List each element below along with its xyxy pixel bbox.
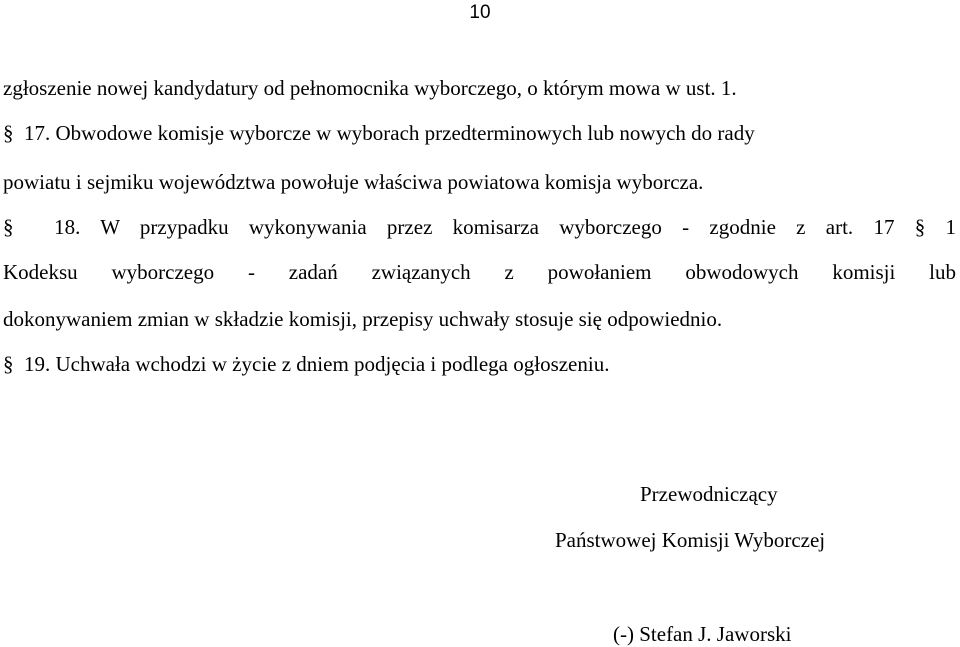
section-18-line-1 — [3, 215, 956, 239]
page-number: 10 — [469, 2, 491, 23]
section-symbol: § — [3, 121, 14, 145]
signature-institution: Państwowej Komisji Wyborczej — [555, 528, 826, 552]
section-18-text-1a: 18. W przypadku wykonywania przez komisarza wyborczego - zgodnie z art. 17 — [54, 215, 895, 239]
section-17-line-2: powiatu i sejmiku województwa powołuje właściwa powiatowa komisja wyborcza. — [3, 170, 704, 194]
signature-name: (-) Stefan J. Jaworski — [613, 622, 792, 646]
section-18-line-2: Kodeksu wyborczego - zadań związanych z powołaniem obwodowych komisji lub — [3, 260, 956, 284]
section-symbol-inline: § — [914, 215, 926, 239]
section-17-line-1 — [3, 121, 755, 145]
section-19-line-1 — [3, 352, 609, 376]
section-symbol: § — [3, 215, 14, 239]
section-18-line-3: dokonywaniem zmian w składzie komisji, przepisy uchwały stosuje się odpowiednio. — [3, 307, 723, 331]
continuation-line: zgłoszenie nowej kandydatury od pełnomocnika wyborczego, o którym mowa w ust. 1. — [3, 76, 737, 100]
section-18-text-1b: 1 — [945, 215, 957, 239]
section-19-text-1: 19. Uchwała wchodzi w życie z dniem podjęcia i podlega ogłoszeniu. — [24, 352, 610, 376]
section-symbol: § — [3, 352, 14, 376]
signature-title: Przewodniczący — [640, 482, 778, 506]
section-17-text-1: 17. Obwodowe komisje wyborcze w wyborach przedterminowych lub nowych do rady — [24, 121, 755, 145]
